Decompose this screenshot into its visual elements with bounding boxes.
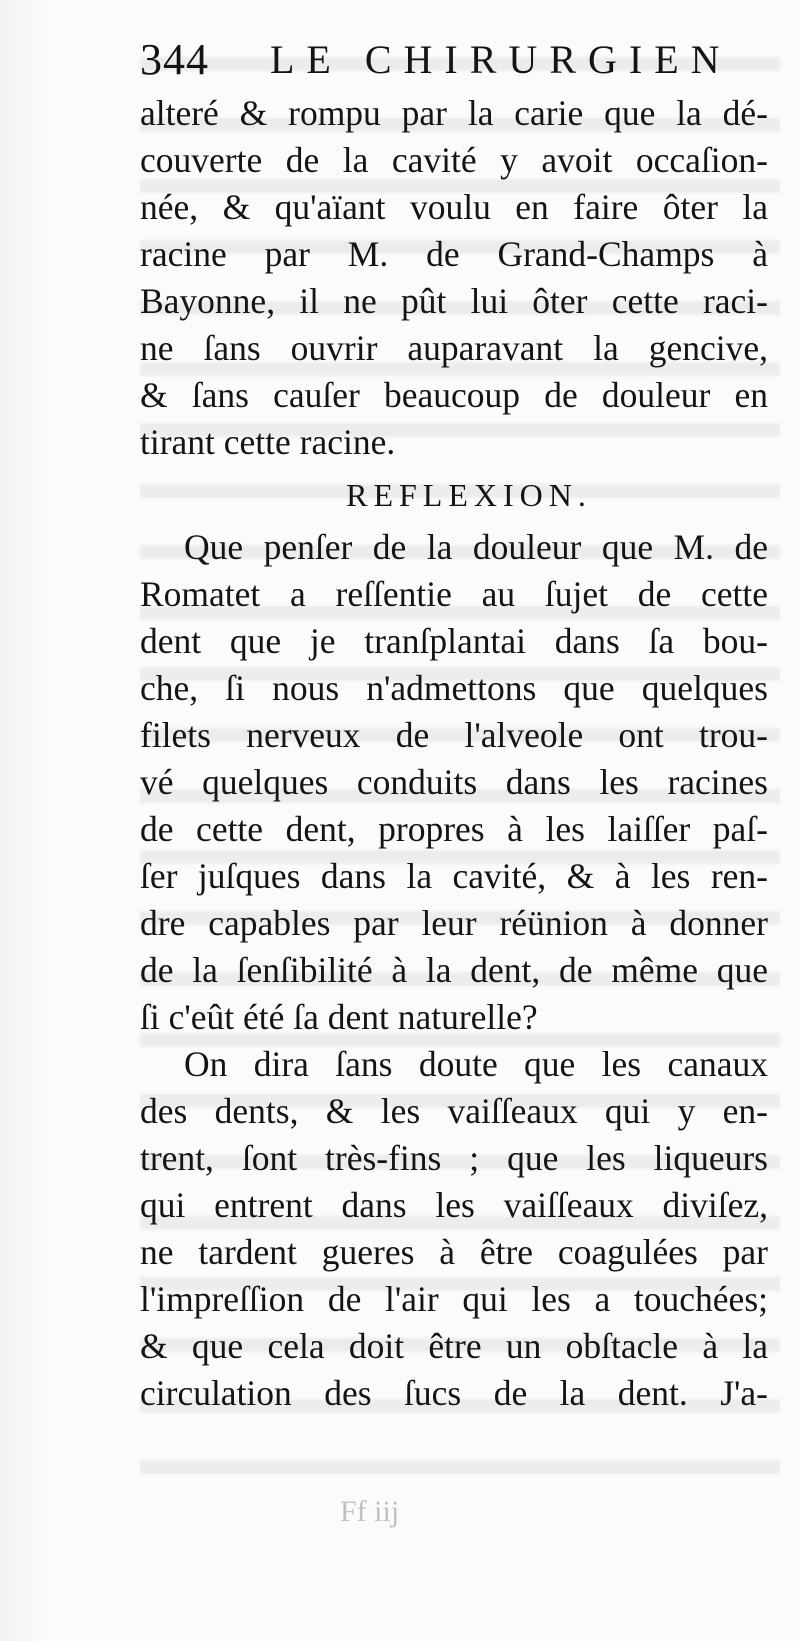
- text-line: de la ſenſibilité à la dent, de même que: [140, 950, 768, 990]
- running-title: LE CHIRURGIEN: [270, 37, 732, 82]
- signature-mark: Ff iij: [340, 1495, 400, 1528]
- text-line: l'impreſſion de l'air qui les a touchées;: [140, 1279, 768, 1319]
- text-line: dent que je tranſplantai dans ſa bou-: [140, 621, 768, 661]
- text-line: dre capables par leur réünion à donner: [140, 903, 768, 943]
- text-line: On dira ſans doute que les canaux: [184, 1044, 768, 1084]
- text-line: ne ſans ouvrir auparavant la gencive,: [140, 328, 768, 368]
- text-line: che, ſi nous n'admettons que quelques: [140, 668, 768, 708]
- text-line: couverte de la cavité y avoit occaſion-: [140, 140, 768, 180]
- text-line: de cette dent, propres à les laiſſer paſ-: [140, 809, 768, 849]
- text-line: ſer juſques dans la cavité, & à les ren-: [140, 856, 768, 896]
- text-line: qui entrent dans les vaiſſeaux diviſez,: [140, 1185, 768, 1225]
- text-line: & que cela doit être un obſtacle à la: [140, 1326, 768, 1366]
- running-head: [140, 30, 780, 90]
- text-line: des dents, & les vaiſſeaux qui y en-: [140, 1091, 768, 1131]
- text-line: circulation des ſucs de la dent. J'a-: [140, 1373, 768, 1413]
- text-line: racine par M. de Grand-Champs à: [140, 234, 768, 274]
- text-line: vé quelques conduits dans les racines: [140, 762, 768, 802]
- text-block: [140, 90, 768, 1417]
- text-line: née, & qu'aïant voulu en faire ôter la: [140, 187, 768, 227]
- text-line: ſi c'eût été ſa dent naturelle?: [140, 997, 538, 1037]
- text-line: Que penſer de la douleur que M. de: [184, 527, 768, 567]
- text-line: & ſans cauſer beaucoup de douleur en: [140, 375, 768, 415]
- text-line: Bayonne, il ne pût lui ôter cette raci-: [140, 281, 768, 321]
- text-line: Romatet a reſſentie au ſujet de cette: [140, 574, 768, 614]
- text-line: alteré & rompu par la carie que la dé-: [140, 93, 768, 133]
- text-line: filets nerveux de l'alveole ont trou-: [140, 715, 768, 755]
- page-number: 344: [140, 35, 209, 84]
- section-heading: REFLEXION.: [346, 477, 592, 513]
- text-line: ne tardent gueres à être coagulées par: [140, 1232, 768, 1272]
- text-line: tirant cette racine.: [140, 422, 396, 462]
- text-line: trent, ſont très-fins ; que les liqueurs: [140, 1138, 768, 1178]
